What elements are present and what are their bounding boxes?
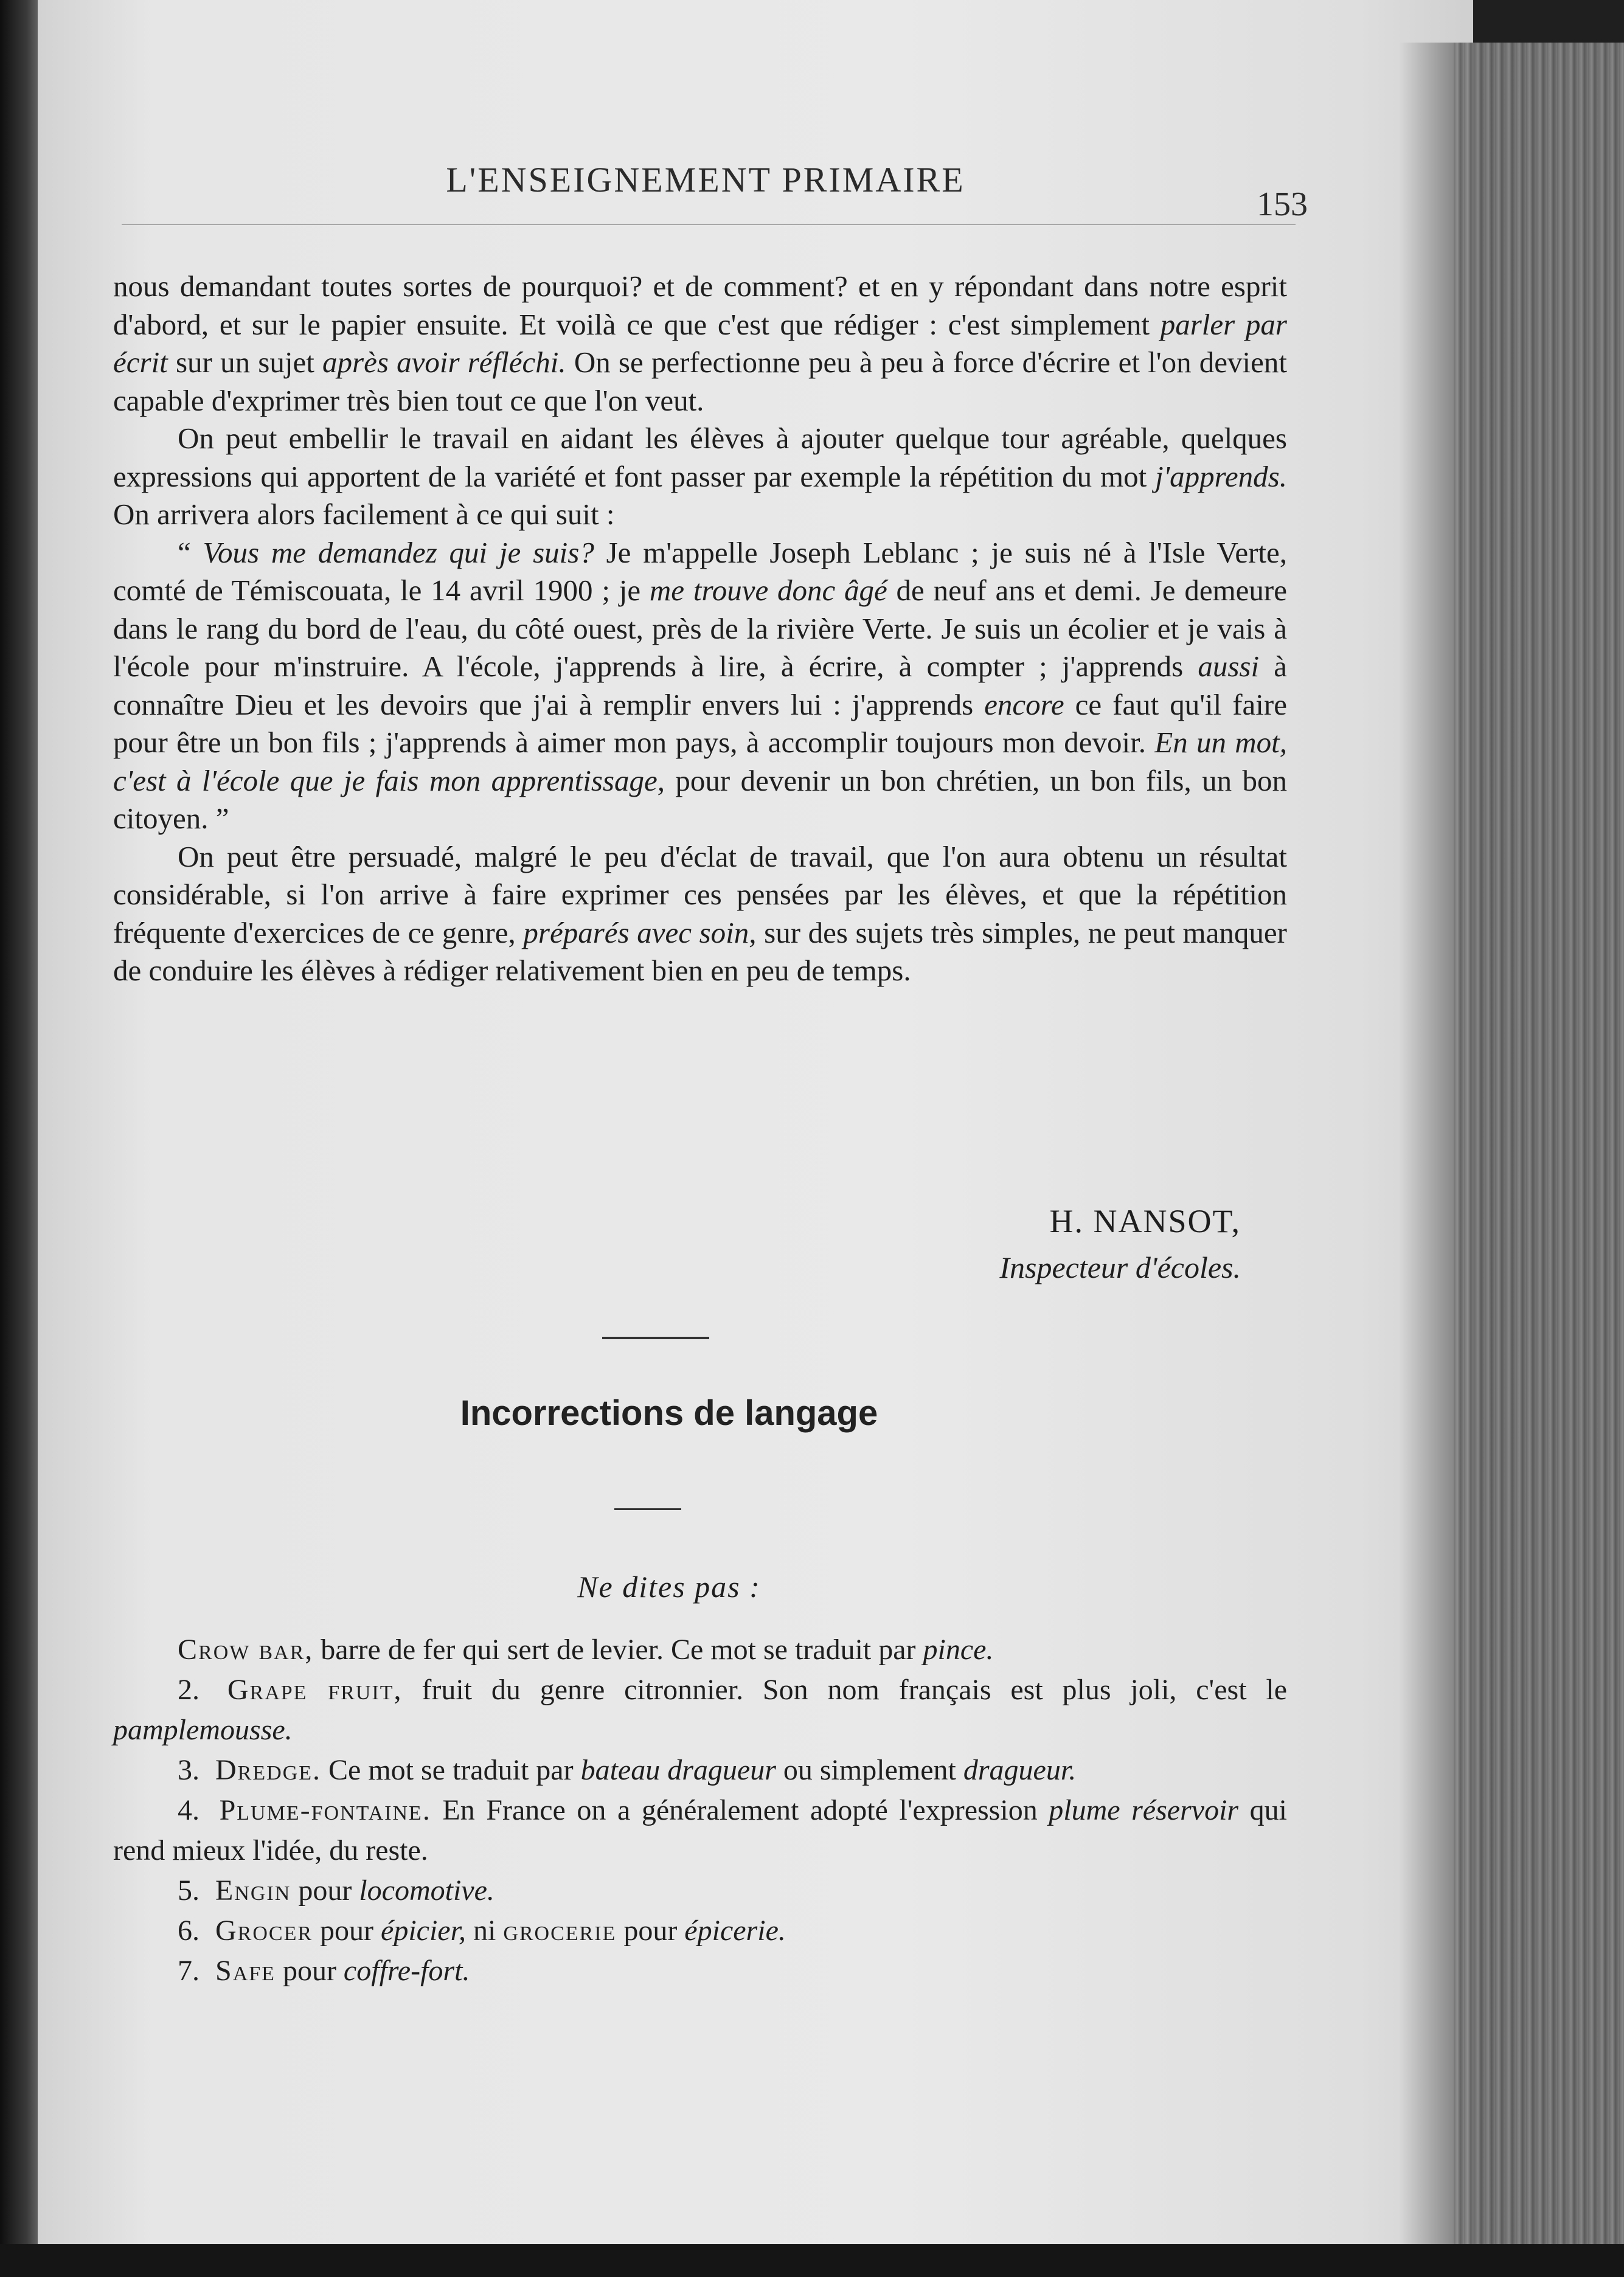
item-number: 6. <box>178 1915 200 1947</box>
section-separator-rule <box>602 1337 709 1339</box>
list-item <box>113 1630 1287 1670</box>
item-text: qui rend mieux l'idée, du reste. <box>113 1794 1288 1866</box>
text-run: On arrivera alors facilement à ce qui suit : <box>113 497 615 531</box>
item-number: 3. <box>178 1754 200 1786</box>
title-underline-rule <box>614 1508 681 1510</box>
item-text: barre de fer qui sert de levier. Ce mot se traduit par <box>313 1634 923 1666</box>
text-run: sur des sujets très simples, ne peut manquer de conduire les élèves à rédiger relativement bien en peu de temps. <box>113 915 1287 987</box>
item-number: 7. <box>178 1955 200 1987</box>
author-title: Inspecteur d'écoles. <box>999 1250 1241 1284</box>
list-item <box>113 1951 1287 1991</box>
item-number: 5. <box>178 1874 200 1907</box>
item-emphasis: coffre-fort. <box>343 1955 470 1987</box>
paragraph-2 <box>113 420 1287 534</box>
item-text: pour <box>275 1955 344 1987</box>
text-run: nous demandant toutes sortes de pourquoi? et de comment? et en y répondant dans notre esprit d'abord, et sur le papier ensuite. Et voilà ce que c'est que rédiger : c'est simplement <box>113 269 1287 341</box>
item-text: En France on a généralement adopté l'expression <box>431 1794 1049 1826</box>
paragraph-1 <box>113 268 1287 420</box>
item-term: Grocer <box>215 1915 313 1947</box>
section-title: Incorrections de langage <box>460 1393 878 1433</box>
list-item <box>113 1670 1287 1750</box>
section-subtitle: Ne dites pas : <box>577 1570 761 1604</box>
item-text: pour <box>616 1915 685 1947</box>
emphasis: parler par écrit <box>113 307 1287 379</box>
text-run: pour devenir un bon chrétien, un bon fils, un bon citoyen. ” <box>113 763 1287 835</box>
emphasis: j'apprends. <box>1155 459 1287 493</box>
page-stack-edge <box>1454 43 1624 2244</box>
list-item <box>113 1871 1287 1911</box>
item-emphasis: dragueur. <box>963 1754 1077 1786</box>
item-term: Engin <box>215 1874 291 1907</box>
item-number: 2. <box>178 1674 200 1706</box>
list-item <box>113 1911 1287 1951</box>
item-text: ou simplement <box>776 1754 963 1786</box>
item-emphasis: plume réservoir <box>1049 1794 1239 1826</box>
emphasis: après avoir réfléchi. <box>322 345 566 379</box>
emphasis: En un mot, c'est à l'école que je fais mon apprentissage, <box>113 726 1287 797</box>
running-title: L'ENSEIGNEMENT PRIMAIRE <box>446 160 965 199</box>
header-rule <box>122 224 1296 225</box>
text-run: Je m'appelle Joseph Leblanc ; je suis né à l'Isle Verte, comté de Témiscouata, le 14 avril 1900 ; je <box>113 535 1287 607</box>
signature-block <box>852 1198 1241 1291</box>
item-term: Crow bar, <box>178 1634 314 1666</box>
item-term: Safe <box>215 1955 276 1987</box>
page-number: 153 <box>1257 185 1308 223</box>
text-run: à connaître Dieu et les devoirs que j'ai à remplir envers lui : j'apprends <box>113 650 1287 721</box>
item-text: pour <box>313 1915 381 1947</box>
item-emphasis: pamplemousse. <box>113 1714 293 1746</box>
item-text: ni <box>465 1915 504 1947</box>
emphasis: aussi <box>1198 650 1260 683</box>
item-text: fruit du genre citronnier. Son nom français est plus joli, c'est le <box>402 1674 1288 1706</box>
text-run: On se perfectionne peu à peu à force d'écrire et l'on devient capable d'exprimer très bien tout ce que l'on veut. <box>113 345 1288 417</box>
item-term: Plume-fontaine. <box>219 1794 431 1826</box>
emphasis: préparés avec soin, <box>523 915 757 949</box>
list-item <box>113 1790 1287 1871</box>
text-run: sur un sujet <box>167 345 323 379</box>
item-text: Ce mot se traduit par <box>321 1754 581 1786</box>
bottom-margin-strip <box>0 2244 1624 2277</box>
emphasis: Vous me demandez qui je suis? <box>203 535 594 569</box>
page-gutter-shadow <box>1399 43 1454 2244</box>
paragraph-4 <box>113 838 1287 990</box>
text-run: de neuf ans et demi. Je demeure dans le rang du bord de l'eau, du côté ouest, près de la rivière Verte. Je suis un écolier et je vais à l'école pour m'instruire. A l'école, j'apprends à lire, à écrire, à compter ; j'apprends <box>113 574 1287 683</box>
item-emphasis: épicier, <box>381 1915 466 1947</box>
author-name: H. NANSOT, <box>1049 1203 1241 1239</box>
article-body <box>113 268 1287 990</box>
item-term: Grape fruit, <box>227 1674 403 1706</box>
quote-mark: “ <box>178 535 203 569</box>
list-item <box>113 1750 1287 1790</box>
book-spine-shadow <box>0 0 38 2277</box>
item-emphasis: pince. <box>923 1634 994 1666</box>
item-emphasis: épicerie. <box>684 1915 786 1947</box>
paragraph-3-quote <box>113 534 1287 838</box>
emphasis: me trouve donc âgé <box>649 574 887 607</box>
incorrections-list <box>113 1630 1287 1991</box>
item-text: pour <box>291 1874 359 1907</box>
item-emphasis: locomotive. <box>359 1874 494 1907</box>
item-term: grocerie <box>503 1915 617 1947</box>
text-run: On peut être persuadé, malgré le peu d'éclat de travail, que l'on aura obtenu un résultat considérable, si l'on arrive à faire exprimer ces pensées par les élèves, et que la répétition fréquente d'exercices de ce genre, <box>113 839 1287 949</box>
item-term: Dredge. <box>215 1754 321 1786</box>
text-run: ce faut qu'il faire pour être un bon fils ; j'apprends à aimer mon pays, à accomplir toujours mon devoir. <box>113 687 1287 759</box>
emphasis: encore <box>984 687 1064 721</box>
text-run: On peut embellir le travail en aidant les élèves à ajouter quelque tour agréable, quelques expressions qui apportent de la variété et font passer par exemple la répétition du mot <box>113 421 1287 493</box>
item-emphasis: bateau dragueur <box>580 1754 776 1786</box>
item-number: 4. <box>178 1794 200 1826</box>
